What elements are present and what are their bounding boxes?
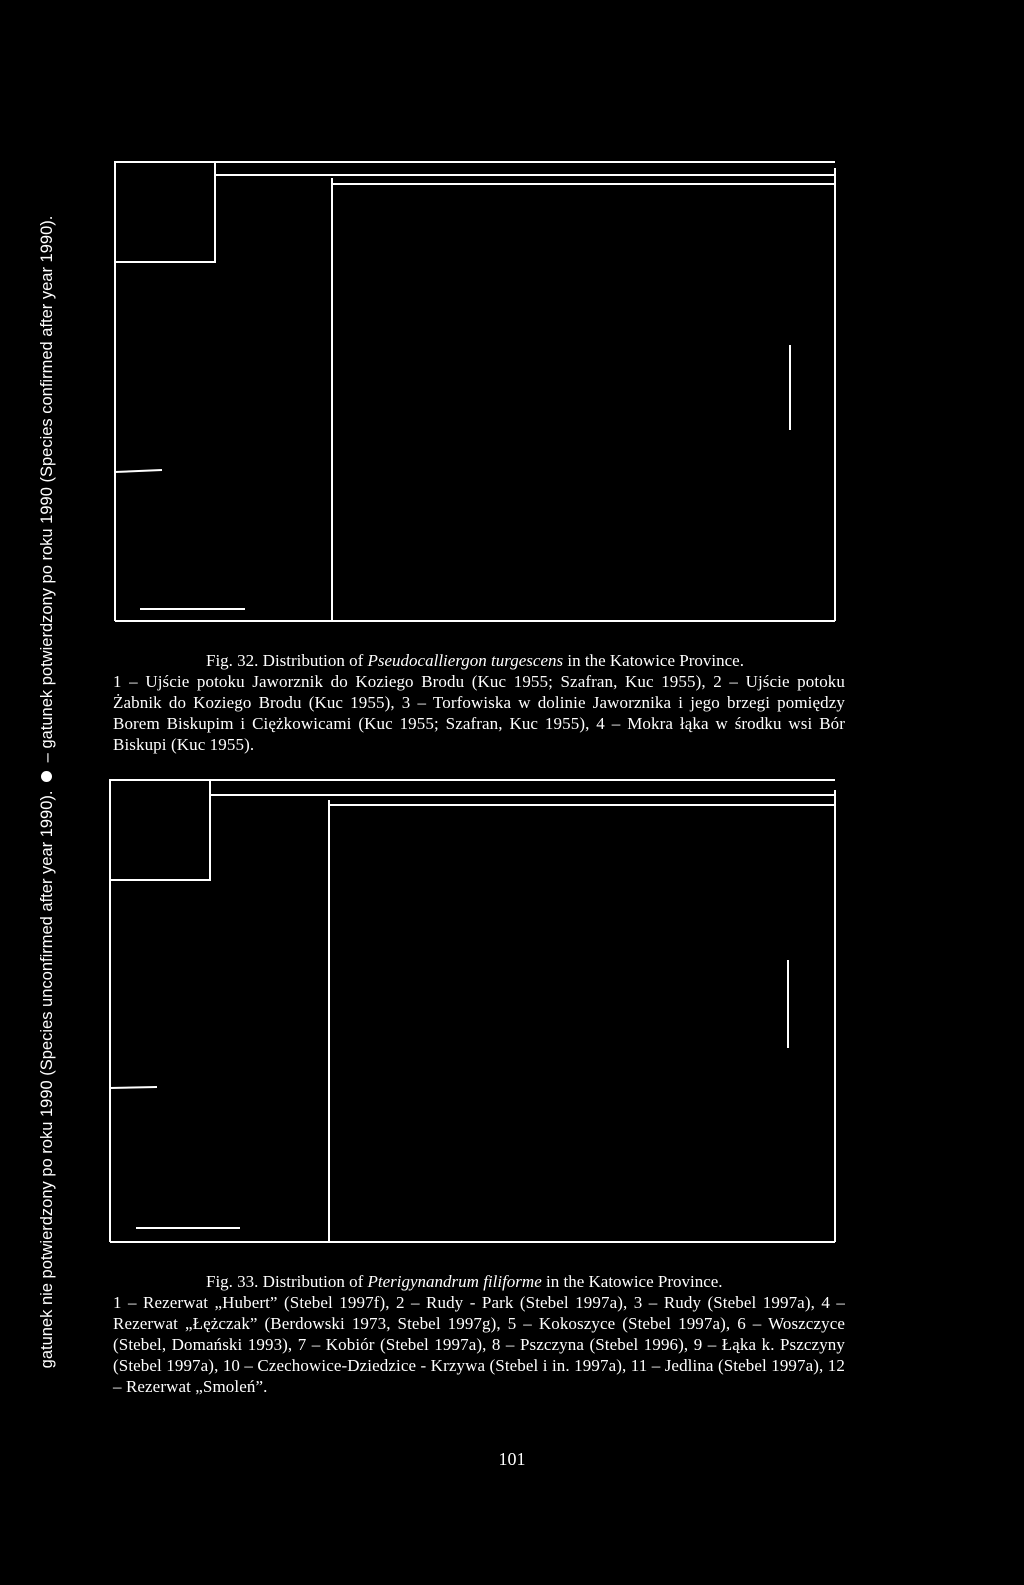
fig33-edge-line: [110, 1087, 157, 1088]
fig33-species: Pterigynandrum filiforme: [367, 1272, 542, 1291]
fig32-body: 1 – Ujście potoku Jaworznik do Koziego Brodu (Kuc 1955; Szafran, Kuc 1955), 2 – Ujście potoku Żabnik do Koziego Brodu (Kuc 1955), 3 – Torfowiska w dolinie Jaworznika i jego brzegi pomiędzy Borem Biskupim i Ciężkowicami (Kuc 1955; Szafran, Kuc 1955), 4 – Mokra łąka w środku wsi Bór Biskupi (Kuc 1955).: [113, 672, 845, 754]
fig33-body: 1 – Rezerwat „Hubert” (Stebel 1997f), 2 – Rudy - Park (Stebel 1997a), 3 – Rudy (Stebel 1997a), 4 – Rezerwat „Łężczak” (Berdowski 1973, Stebel 1997g), 5 – Kokoszyce (Stebel 1997a), 6 – Woszczyce (Stebel, Domański 1993), 7 – Kobiór (Stebel 1997a), 8 – Pszczyna (Stebel 1996), 9 – Łąka k. Pszczyny (Stebel 1997a), 10 – Czechowice-Dziedzice - Krzywa (Stebel i in. 1997a), 11 – Jedlina (Stebel 1997a), 12 – Rezerwat „Smoleń”.: [113, 1293, 845, 1396]
page-number: 101: [498, 1449, 526, 1469]
fig33-inset-box: [110, 780, 210, 880]
legend-confirmed-text: – gatunek potwierdzony po roku 1990 (Species confirmed after year 1990).: [38, 215, 56, 763]
fig33-title: Fig. 33. Distribution of Pterigynandrum filiforme in the Katowice Province.: [206, 1272, 723, 1291]
legend-unconfirmed-text: gatunek nie potwierdzony po roku 1990 (Species unconfirmed after year 1990).: [38, 790, 56, 1369]
fig33-caption: [113, 1271, 845, 1397]
fig32-species: Pseudocalliergon turgescens: [367, 651, 564, 670]
fig32-title: Fig. 32. Distribution of Pseudocalliergon turgescens in the Katowice Province.: [206, 651, 744, 670]
